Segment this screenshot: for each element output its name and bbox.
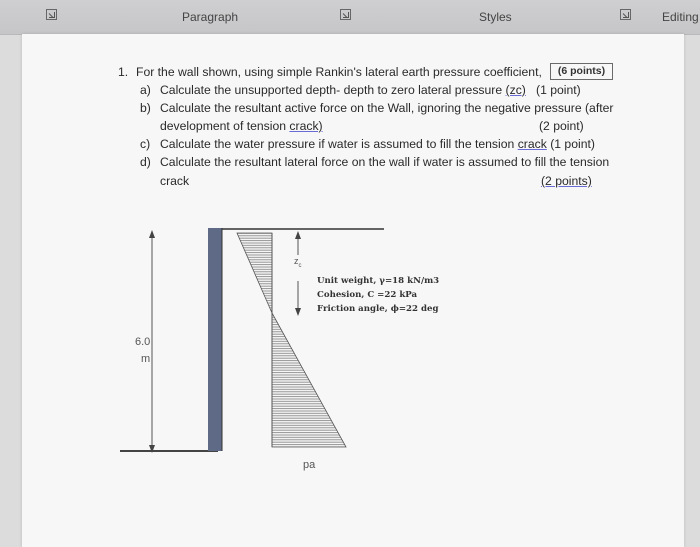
active-pressure-diagram — [272, 313, 346, 447]
points-box: (6 points) — [550, 63, 613, 80]
question-stem: For the wall shown, using simple Rankin's lateral earth pressure coefficient, — [136, 65, 542, 79]
unit-weight-label: Unit weight, γ=18 kN/m3 — [317, 276, 440, 286]
item-d-letter: d) — [140, 155, 151, 169]
height-value: 6.0 — [135, 336, 151, 348]
height-unit: m — [141, 353, 151, 365]
zc-subscript: c — [298, 262, 302, 269]
item-a-letter: a) — [140, 83, 151, 97]
item-b-text-line1: Calculate the resultant active force on the Wall, ignoring the negative pressure (after — [160, 101, 614, 115]
item-a-body: Calculate the unsupported depth- depth to zero lateral pressure — [160, 83, 503, 97]
item-c-letter: c) — [140, 137, 151, 151]
pa-label: pa — [303, 459, 316, 471]
editing-group-label[interactable]: Editing — [662, 10, 699, 24]
item-b-body: development of tension — [160, 119, 287, 133]
friction-angle-label: Friction angle, ϕ=22 deg — [317, 304, 439, 314]
item-d-text-line1: Calculate the resultant lateral force on the wall if water is assumed to fill the tension — [160, 155, 610, 169]
item-a-term: (zc) — [505, 83, 526, 97]
retaining-wall — [208, 228, 222, 451]
question-number: 1. — [118, 65, 129, 79]
styles-group-label: Styles — [479, 10, 512, 24]
zc-dimension-arrow — [294, 231, 302, 316]
item-d-points: (2 points) — [541, 174, 592, 188]
paragraph-group-label: Paragraph — [182, 10, 239, 24]
zc-main: z — [294, 256, 299, 266]
item-c-points: (1 point) — [550, 137, 595, 151]
zc-label — [294, 256, 302, 269]
item-b-term: crack) — [289, 119, 323, 133]
item-a-points: (1 point) — [536, 83, 581, 97]
item-c-term: crack — [517, 137, 547, 151]
cohesion-label: Cohesion, C =22 kPa — [317, 290, 418, 300]
item-d-text-line2: crack — [160, 174, 190, 188]
tension-zone-diagram — [237, 233, 272, 313]
item-c-body: Calculate the water pressure if water is assumed to fill the tension — [160, 137, 515, 151]
item-b-letter: b) — [140, 101, 151, 115]
item-b-points: (2 point) — [539, 119, 584, 133]
